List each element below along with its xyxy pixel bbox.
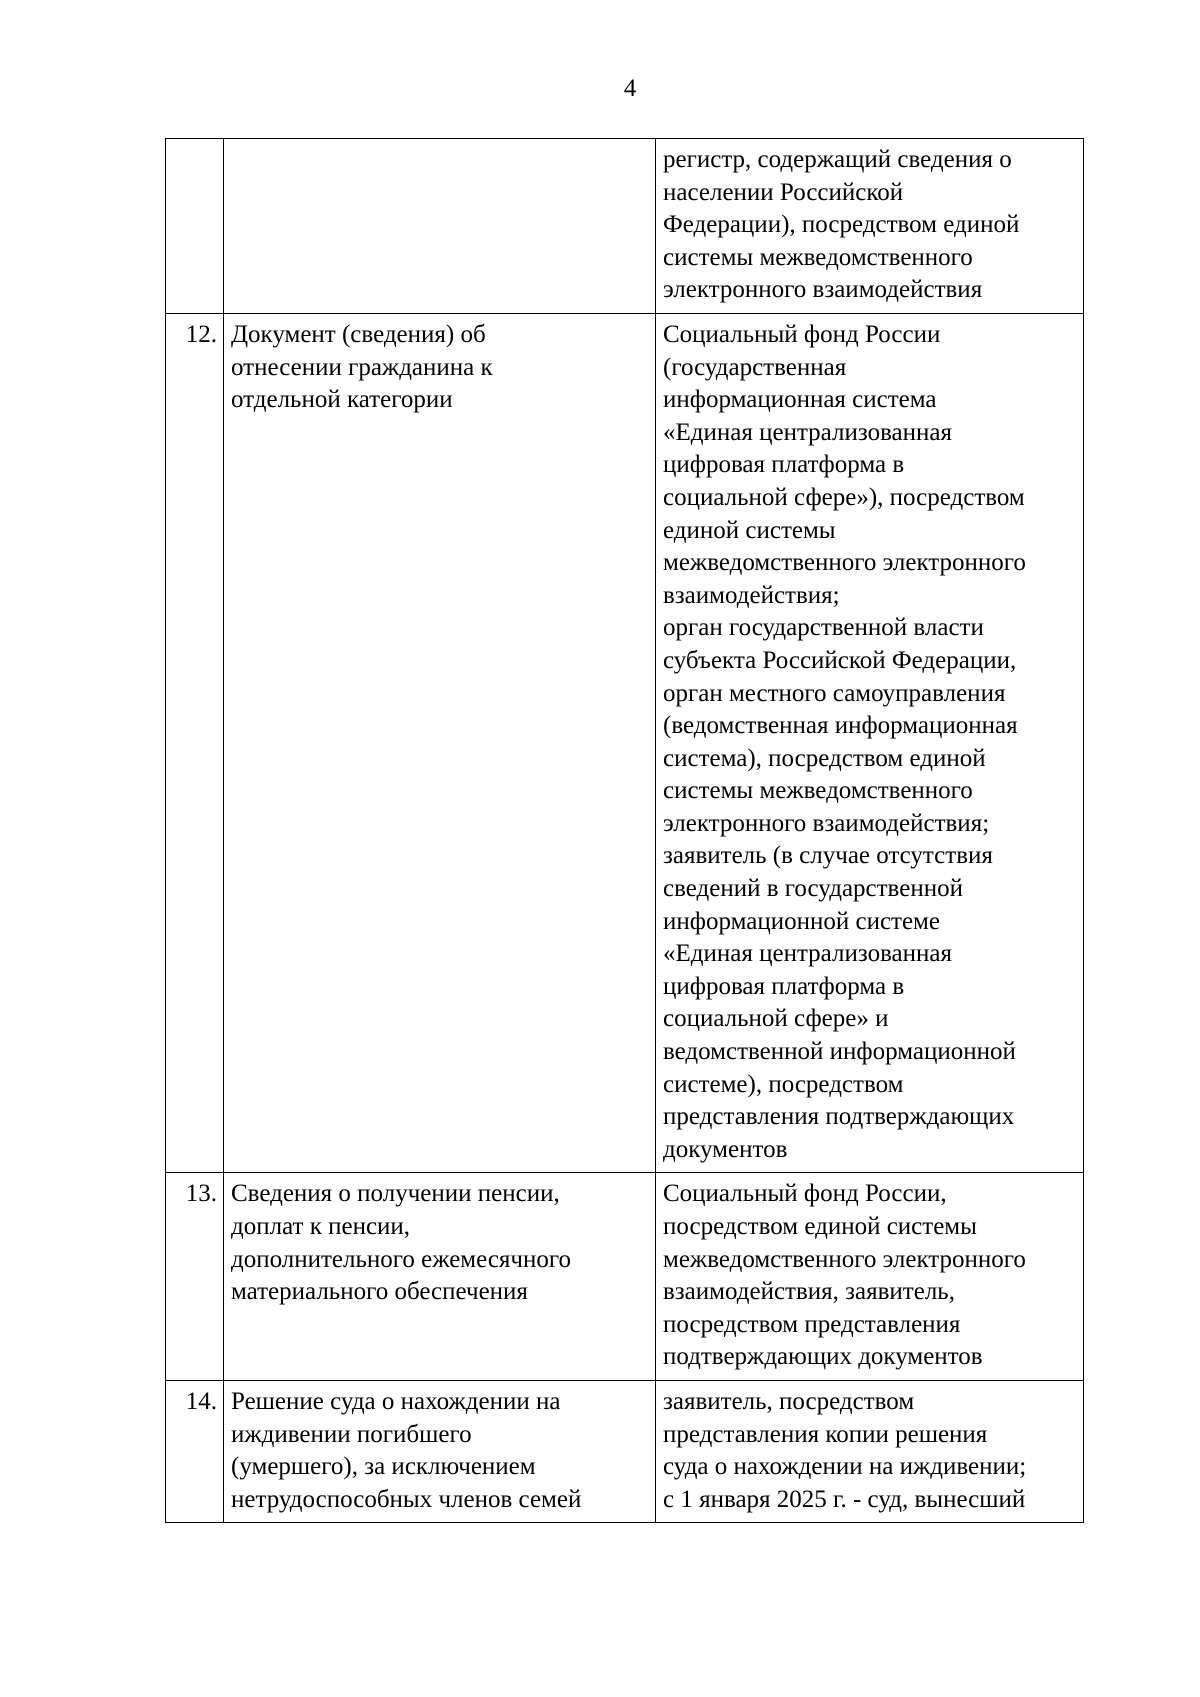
source-line: документов: [663, 1135, 788, 1163]
source-line: заявитель, посредством: [663, 1387, 915, 1415]
source-line: межведомственного электронного: [663, 549, 1026, 577]
source-line: взаимодействия;: [663, 581, 840, 609]
source-line: ведомственной информационной: [663, 1038, 1016, 1066]
document-name-line: Документ (сведения) об: [231, 320, 486, 348]
table-row: [166, 313, 1084, 1172]
table-row: [166, 1380, 1084, 1522]
source-line: системы межведомственного: [663, 777, 973, 805]
source-line: (ведомственная информационная: [663, 712, 1018, 740]
source-line: системы межведомственного: [663, 243, 973, 271]
document-name-line: Сведения о получении пенсии,: [231, 1180, 560, 1208]
source-line: посредством представления: [663, 1310, 961, 1338]
page-number: 4: [623, 75, 637, 102]
document-name-line: нетрудоспособных членов семей: [231, 1485, 582, 1513]
table-row: [166, 139, 1084, 314]
source-line: подтверждающих документов: [663, 1343, 983, 1371]
source-line: единой системы: [663, 516, 836, 544]
row-number: [166, 139, 224, 314]
source-line: Федерации), посредством единой: [663, 211, 1020, 239]
source-line: социальной сфере»), посредством: [663, 483, 1025, 511]
document-name-line: иждивении погибшего: [231, 1420, 472, 1448]
source-line: посредством единой системы: [663, 1213, 977, 1240]
source-line: «Единая централизованная: [663, 418, 953, 446]
source-line: Социальный фонд России: [663, 320, 941, 348]
source-line: населении Российской: [663, 178, 904, 206]
table-row: [166, 1173, 1084, 1381]
source-line: заявитель (в случае отсутствия: [663, 842, 993, 870]
source-line: сведений в государственной: [663, 875, 963, 903]
source-line: социальной сфере» и: [663, 1005, 889, 1033]
source-line: система), посредством единой: [663, 744, 986, 772]
source-cell: [656, 1380, 1084, 1522]
row-number: 12.: [166, 313, 224, 1172]
document-name-line: Решение суда о нахождении на: [231, 1387, 561, 1415]
document-name-line: отдельной категории: [231, 386, 453, 414]
document-name-line: материального обеспечения: [231, 1278, 528, 1306]
source-line: суда о нахождении на иждивении;: [663, 1453, 1027, 1481]
source-line: информационная система: [663, 386, 937, 414]
source-line: электронного взаимодействия: [663, 276, 983, 304]
document-name-line: доплат к пенсии,: [231, 1213, 411, 1240]
document-name-cell: [224, 313, 656, 1172]
source-line: орган местного самоуправления: [663, 679, 1006, 707]
source-cell: [656, 1173, 1084, 1381]
source-line: Социальный фонд России,: [663, 1180, 947, 1208]
source-line: электронного взаимодействия;: [663, 809, 990, 837]
source-line: взаимодействия, заявитель,: [663, 1278, 955, 1306]
source-line: орган государственной власти: [663, 614, 984, 642]
row-number: 13.: [166, 1173, 224, 1381]
source-line: регистр, содержащий сведения о: [663, 146, 1012, 173]
source-cell: [656, 313, 1084, 1172]
source-line: (государственная: [663, 353, 847, 381]
source-line: межведомственного электронного: [663, 1245, 1026, 1273]
source-line: цифровая платформа в: [663, 451, 905, 479]
document-name-cell: [224, 139, 656, 314]
source-cell: [656, 139, 1084, 314]
document-name-line: (умершего), за исключением: [231, 1453, 536, 1481]
source-line: представления копии решения: [663, 1420, 988, 1448]
source-line: информационной системе: [663, 907, 940, 935]
source-line: представления подтверждающих: [663, 1103, 1015, 1131]
source-line: субъекта Российской Федерации,: [663, 646, 1017, 674]
document-name-line: дополнительного ежемесячного: [231, 1245, 572, 1273]
document-name-line: отнесении гражданина к: [231, 353, 493, 381]
row-number: 14.: [166, 1380, 224, 1522]
document-name-cell: [224, 1380, 656, 1522]
source-line: «Единая централизованная: [663, 940, 953, 968]
documents-table: [165, 138, 1084, 1523]
source-line: цифровая платформа в: [663, 972, 905, 1000]
source-line: с 1 января 2025 г. - суд, вынесший: [663, 1485, 1026, 1513]
source-line: системе), посредством: [663, 1070, 904, 1098]
documents-table-body: [166, 139, 1084, 1523]
document-name-cell: [224, 1173, 656, 1381]
